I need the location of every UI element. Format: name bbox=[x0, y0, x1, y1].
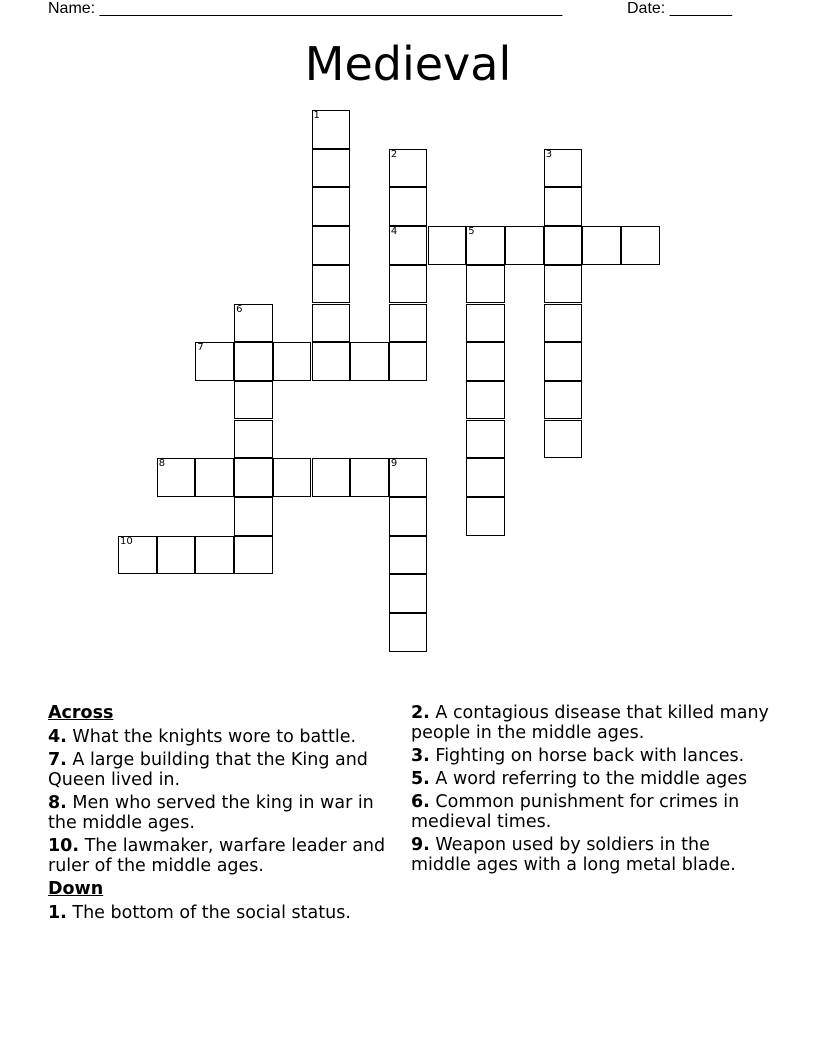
clue-text: A word referring to the middle ages bbox=[435, 769, 748, 789]
crossword-cell[interactable] bbox=[428, 226, 467, 265]
crossword-cell[interactable] bbox=[312, 265, 351, 304]
crossword-cell[interactable] bbox=[389, 613, 428, 652]
crossword-cell[interactable] bbox=[312, 149, 351, 188]
crossword-cell[interactable] bbox=[544, 265, 583, 304]
crossword-cell[interactable] bbox=[234, 304, 273, 343]
crossword-cell[interactable] bbox=[195, 342, 234, 381]
clue-number: 9. bbox=[411, 835, 430, 855]
crossword-cell[interactable] bbox=[157, 536, 196, 575]
crossword-cell[interactable] bbox=[157, 458, 196, 497]
crossword-cell[interactable] bbox=[544, 304, 583, 343]
across-clue bbox=[48, 793, 388, 833]
crossword-cell[interactable] bbox=[466, 304, 505, 343]
crossword-cell[interactable] bbox=[466, 381, 505, 420]
clue-number: 1. bbox=[48, 903, 67, 923]
clue-text: The bottom of the social status. bbox=[72, 903, 351, 923]
clue-number: 7. bbox=[48, 750, 67, 770]
crossword-cell[interactable] bbox=[389, 536, 428, 575]
crossword-cell[interactable] bbox=[234, 381, 273, 420]
cell-number: 6 bbox=[236, 303, 243, 315]
crossword-cell[interactable] bbox=[389, 187, 428, 226]
clue-text: The lawmaker, warfare leader and ruler of the middle ages. bbox=[48, 836, 386, 876]
crossword-cell[interactable] bbox=[312, 110, 351, 149]
crossword-cell[interactable] bbox=[312, 226, 351, 265]
crossword-cell[interactable] bbox=[389, 574, 428, 613]
crossword-cell[interactable] bbox=[466, 226, 505, 265]
down-clue bbox=[411, 746, 771, 766]
clue-text: Fighting on horse back with lances. bbox=[435, 746, 745, 766]
clue-text: A contagious disease that killed many people in the middle ages. bbox=[411, 703, 769, 743]
page-title: Medieval bbox=[304, 37, 512, 91]
crossword-cell[interactable] bbox=[350, 342, 389, 381]
down-clue bbox=[411, 792, 771, 832]
crossword-cell[interactable] bbox=[466, 420, 505, 459]
across-heading: Across bbox=[48, 703, 114, 723]
date-field: Date: _______ bbox=[627, 0, 732, 17]
crossword-cell[interactable] bbox=[312, 342, 351, 381]
crossword-cell[interactable] bbox=[312, 458, 351, 497]
clue-text: Men who served the king in war in the middle ages. bbox=[48, 793, 374, 833]
crossword-cell[interactable] bbox=[389, 149, 428, 188]
crossword-cell[interactable] bbox=[544, 381, 583, 420]
crossword-cell[interactable] bbox=[544, 342, 583, 381]
crossword-cell[interactable] bbox=[195, 458, 234, 497]
crossword-cell[interactable] bbox=[312, 304, 351, 343]
crossword-cell[interactable] bbox=[389, 226, 428, 265]
crossword-cell[interactable] bbox=[544, 187, 583, 226]
clue-text: Weapon used by soldiers in the middle ages with a long metal blade. bbox=[411, 835, 736, 875]
crossword-cell[interactable] bbox=[118, 536, 157, 575]
crossword-cell[interactable] bbox=[466, 342, 505, 381]
crossword-cell[interactable] bbox=[273, 342, 312, 381]
across-clue bbox=[48, 750, 388, 790]
crossword-cell[interactable] bbox=[234, 458, 273, 497]
crossword-cell[interactable] bbox=[312, 187, 351, 226]
across-clue bbox=[48, 727, 388, 747]
crossword-cell[interactable] bbox=[505, 226, 544, 265]
cell-number: 4 bbox=[390, 226, 398, 238]
cell-number: 7 bbox=[197, 342, 204, 354]
crossword-cell[interactable] bbox=[466, 265, 505, 304]
clue-number: 6. bbox=[411, 792, 430, 812]
clue-number: 8. bbox=[48, 793, 67, 813]
crossword-cell[interactable] bbox=[234, 342, 273, 381]
clue-number: 5. bbox=[411, 769, 430, 789]
clue-number: 4. bbox=[48, 727, 67, 747]
crossword-cell[interactable] bbox=[389, 265, 428, 304]
crossword-cell[interactable] bbox=[350, 458, 389, 497]
cell-number: 2 bbox=[390, 148, 398, 160]
clues-right-column bbox=[411, 703, 771, 878]
down-clue bbox=[411, 703, 771, 743]
cell-number: 1 bbox=[313, 110, 320, 121]
name-field: Name: ____________________________________________________ bbox=[48, 0, 563, 17]
down-clue bbox=[48, 903, 388, 923]
crossword-cell[interactable] bbox=[234, 536, 273, 575]
cell-number: 3 bbox=[545, 148, 553, 160]
clue-number: 2. bbox=[411, 703, 430, 723]
crossword-cell[interactable] bbox=[544, 149, 583, 188]
cell-number: 9 bbox=[390, 458, 398, 470]
crossword-cell[interactable] bbox=[621, 226, 660, 265]
crossword-cell[interactable] bbox=[195, 536, 234, 575]
crossword-cell[interactable] bbox=[389, 342, 428, 381]
crossword-cell[interactable] bbox=[389, 304, 428, 343]
clue-number: 3. bbox=[411, 746, 430, 766]
down-clue bbox=[411, 769, 771, 789]
cell-number: 10 bbox=[120, 535, 133, 547]
crossword-cell[interactable] bbox=[466, 458, 505, 497]
clue-text: Common punishment for crimes in medieval times. bbox=[411, 792, 740, 832]
clue-number: 10. bbox=[48, 836, 80, 856]
crossword-cell[interactable] bbox=[234, 497, 273, 536]
cell-number: 5 bbox=[468, 226, 475, 238]
down-heading: Down bbox=[48, 879, 104, 899]
crossword-cell[interactable] bbox=[544, 420, 583, 459]
clue-text: What the knights wore to battle. bbox=[72, 727, 357, 747]
crossword-cell[interactable] bbox=[234, 420, 273, 459]
across-clue bbox=[48, 836, 388, 876]
clue-text: A large building that the King and Queen lived in. bbox=[48, 750, 368, 790]
crossword-cell[interactable] bbox=[273, 458, 312, 497]
crossword-cell[interactable] bbox=[389, 458, 428, 497]
down-clue bbox=[411, 835, 771, 875]
clues-left-column bbox=[48, 703, 388, 926]
cell-number: 8 bbox=[158, 458, 166, 470]
crossword-cell[interactable] bbox=[544, 226, 583, 265]
crossword-cell[interactable] bbox=[466, 497, 505, 536]
crossword-cell[interactable] bbox=[582, 226, 621, 265]
crossword-cell[interactable] bbox=[389, 497, 428, 536]
